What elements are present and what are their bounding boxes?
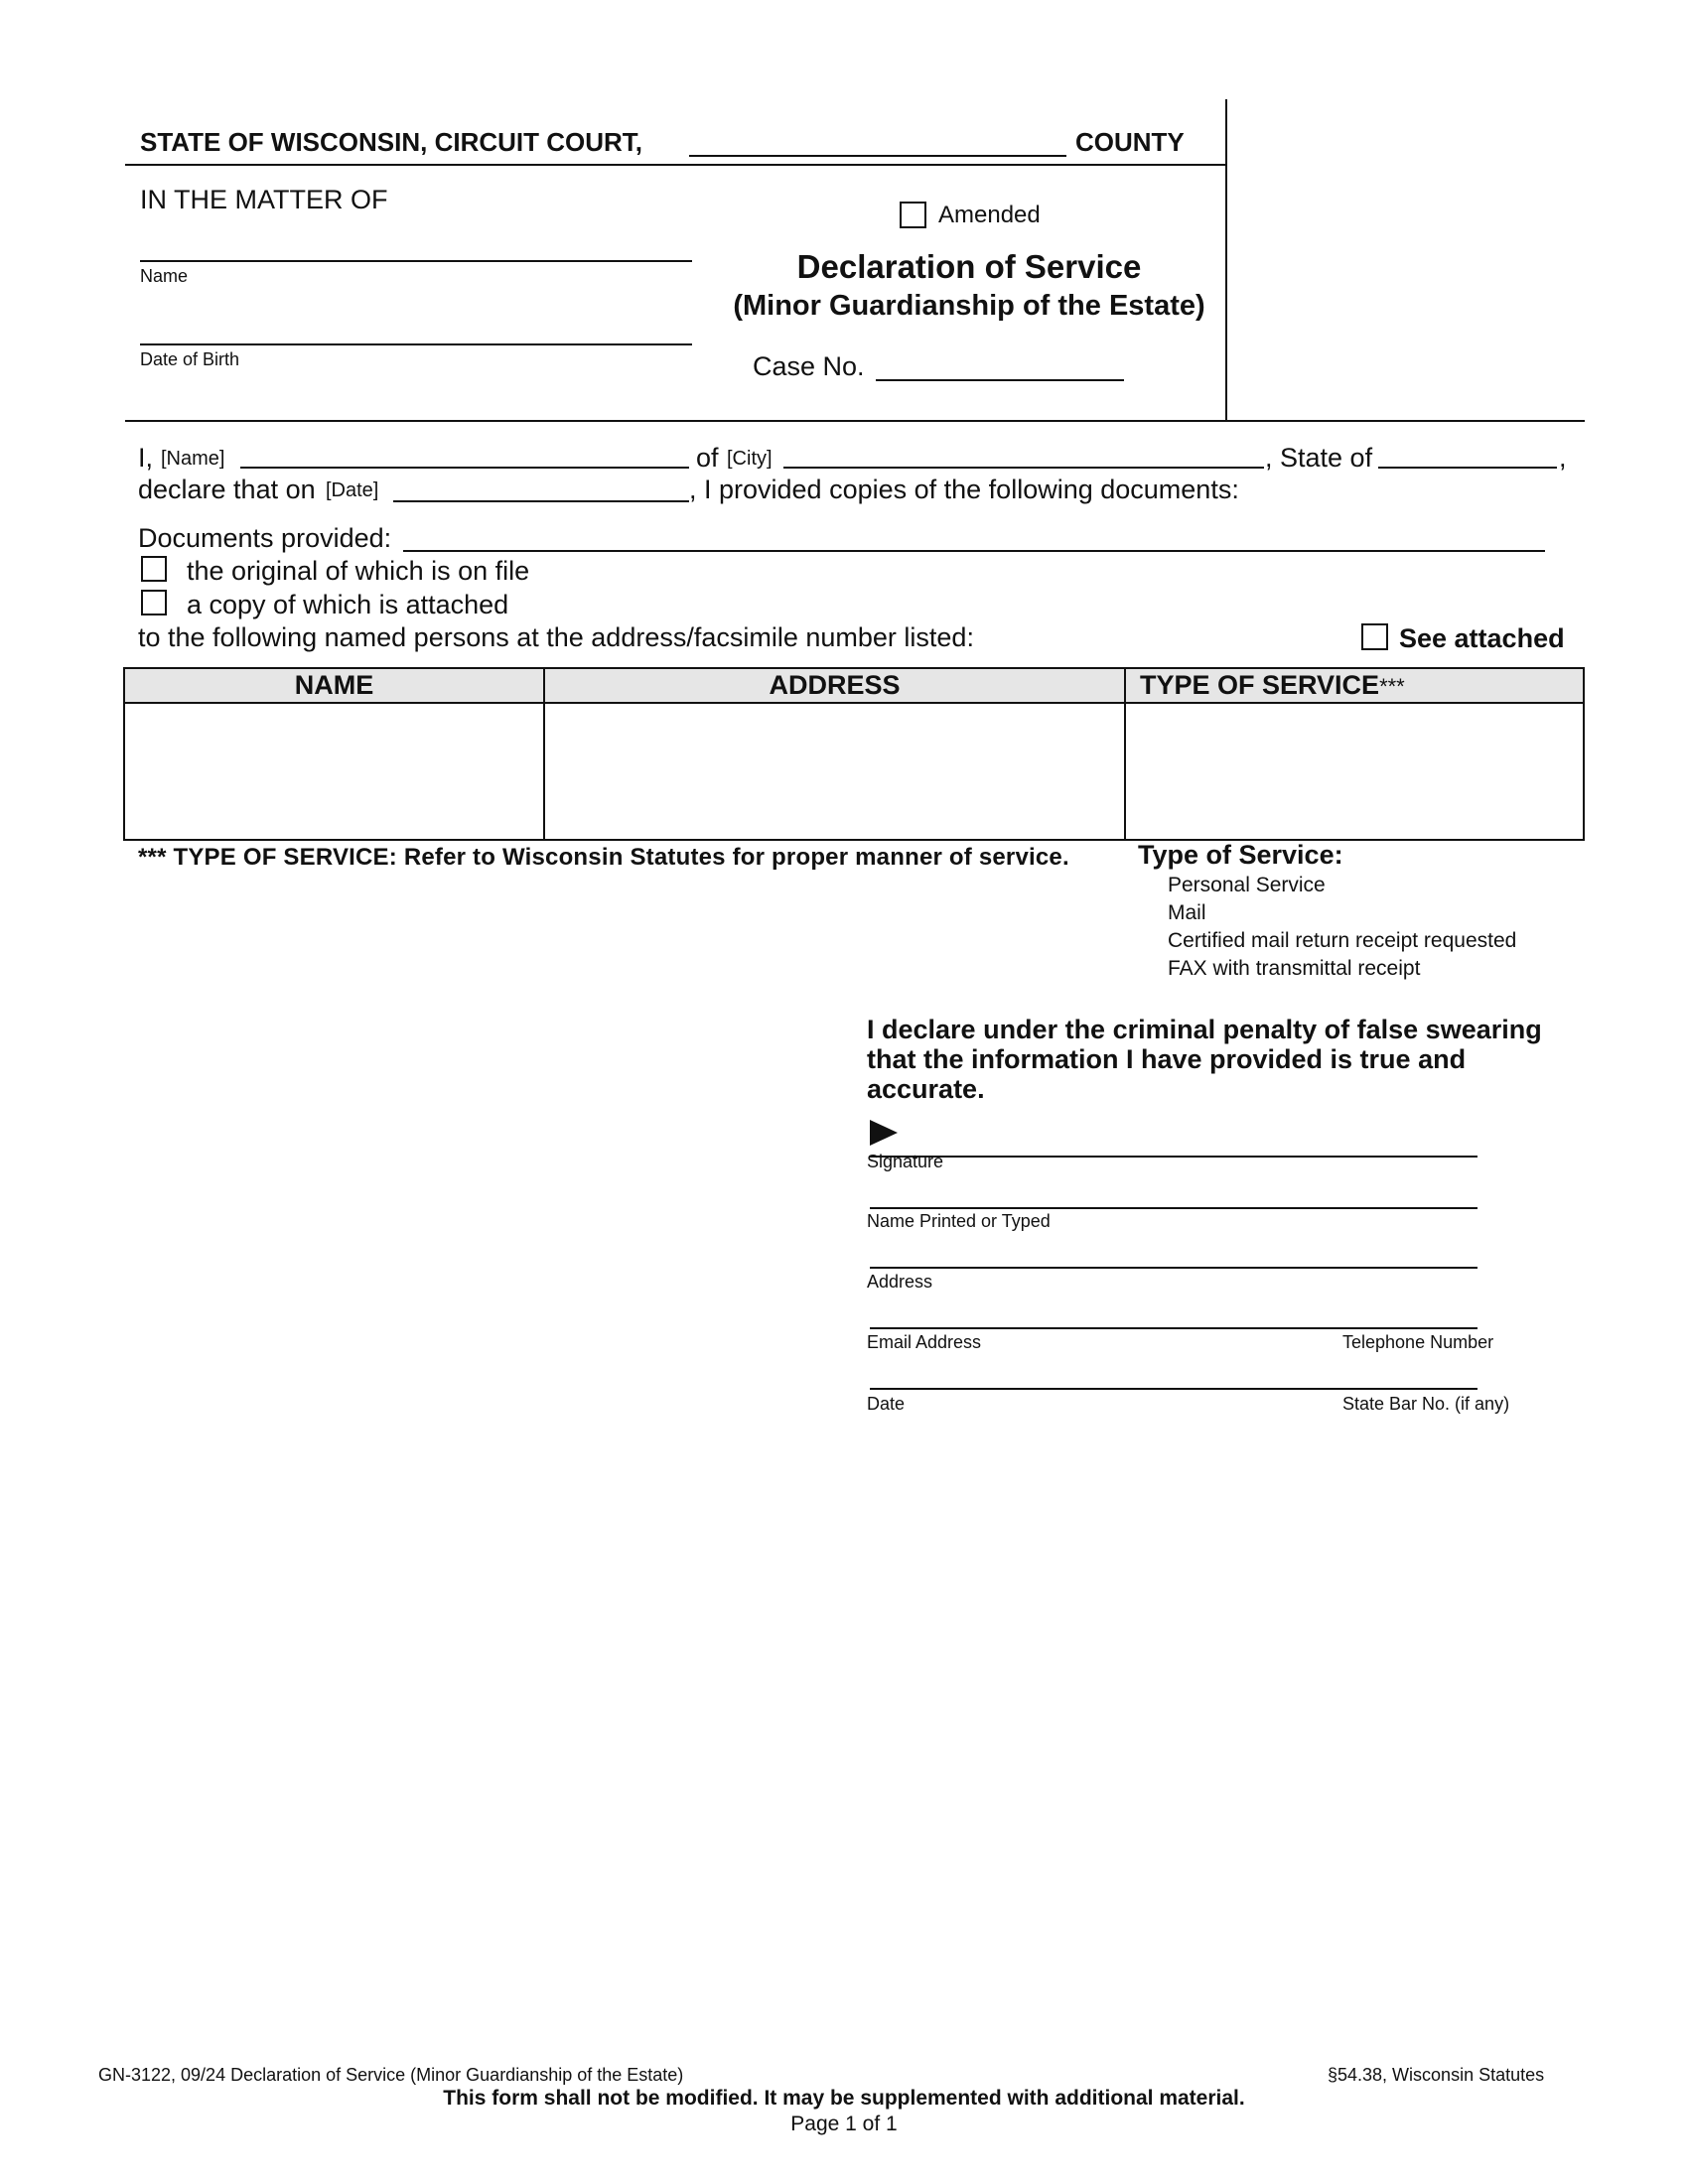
address-field[interactable]	[870, 1239, 1477, 1269]
date-hint: [Date]	[326, 479, 379, 501]
state-field[interactable]	[1378, 441, 1557, 469]
declaration-line-3: accurate.	[867, 1074, 985, 1104]
column-header-type-of-service	[1125, 668, 1584, 703]
service-note: *** TYPE OF SERVICE: Refer to Wisconsin Statutes for proper manner of service.	[138, 844, 1069, 871]
type-of-service-heading: Type of Service:	[1138, 840, 1343, 870]
column-header-name: NAME	[124, 668, 544, 703]
name-hint: [Name]	[161, 448, 225, 470]
table-row	[124, 703, 1584, 840]
declaration-line-2: that the information I have provided is true and	[867, 1044, 1467, 1074]
declaration-statement	[867, 1015, 1542, 1104]
name-cell[interactable]	[124, 703, 544, 840]
name-label: Name	[140, 266, 189, 286]
type-of-service-cell[interactable]	[1125, 703, 1584, 840]
declare-prefix: declare that on	[138, 475, 316, 504]
original-on-file-checkbox[interactable]	[141, 556, 167, 582]
amended-checkbox[interactable]	[900, 202, 926, 228]
copy-attached-checkbox[interactable]	[141, 590, 167, 615]
footer-page-number: Page 1 of 1	[790, 2113, 898, 2135]
state-bar-label: State Bar No. (if any)	[1342, 1394, 1510, 1414]
name-printed-label: Name Printed or Typed	[867, 1211, 1051, 1231]
signature-field[interactable]	[870, 1146, 1477, 1158]
named-persons-text: to the following named persons at the address/facsimile number listed:	[138, 622, 974, 652]
caption-divider-top	[125, 164, 1225, 166]
type-of-service-asterisks: ***	[1379, 674, 1405, 699]
see-attached-label: See attached	[1399, 623, 1565, 653]
declarant-name-field[interactable]	[240, 441, 689, 469]
date-of-birth-label: Date of Birth	[140, 349, 240, 369]
footer-notice: This form shall not be modified. It may be supplemented with additional material.	[443, 2087, 1245, 2110]
i-prefix: I,	[138, 443, 154, 473]
documents-provided-field[interactable]	[403, 520, 1545, 552]
signature-label: Signature	[867, 1152, 944, 1171]
footer-form-id: GN-3122, 09/24 Declaration of Service (Minor Guardianship of the Estate)	[98, 2065, 684, 2085]
court-heading: STATE OF WISCONSIN, CIRCUIT COURT,	[140, 127, 643, 157]
matter-name-field[interactable]	[140, 228, 692, 262]
name-printed-field[interactable]	[870, 1179, 1477, 1209]
declaration-line-1: I declare under the criminal penalty of false swearing	[867, 1015, 1542, 1044]
email-label: Email Address	[867, 1332, 982, 1352]
case-number-field[interactable]	[876, 349, 1124, 381]
caption-divider-bottom	[125, 420, 1585, 422]
address-label: Address	[867, 1272, 933, 1292]
service-date-field[interactable]	[393, 473, 689, 502]
case-number-label: Case No.	[753, 351, 865, 381]
trailing-comma: ,	[1559, 443, 1567, 473]
state-of-label: , State of	[1265, 443, 1373, 473]
address-cell[interactable]	[544, 703, 1125, 840]
county-field[interactable]	[689, 123, 1066, 157]
column-header-address: ADDRESS	[544, 668, 1125, 703]
in-the-matter-of: IN THE MATTER OF	[140, 185, 388, 214]
type-item-fax: FAX with transmittal receipt	[1168, 957, 1421, 980]
type-item-certified-mail: Certified mail return receipt requested	[1168, 929, 1517, 952]
date-of-birth-field[interactable]	[140, 312, 692, 345]
signature-arrow-icon	[870, 1120, 898, 1146]
caption-divider-vertical	[1225, 99, 1227, 420]
telephone-label: Telephone Number	[1342, 1332, 1494, 1352]
date-bar-field[interactable]	[870, 1360, 1477, 1390]
type-item-mail: Mail	[1168, 901, 1206, 924]
documents-provided-label: Documents provided:	[138, 523, 392, 553]
email-telephone-field[interactable]	[870, 1299, 1477, 1329]
type-of-service-list	[1168, 872, 1516, 983]
form-subtitle: (Minor Guardianship of the Estate)	[733, 290, 1205, 322]
type-item-personal: Personal Service	[1168, 874, 1326, 896]
county-label: COUNTY	[1075, 127, 1185, 157]
amended-label: Amended	[938, 202, 1041, 228]
type-of-service-header-text: TYPE OF SERVICE	[1140, 670, 1380, 700]
see-attached-checkbox[interactable]	[1361, 623, 1388, 650]
footer-statute: §54.38, Wisconsin Statutes	[1328, 2065, 1545, 2085]
copy-attached-label: a copy of which is attached	[187, 590, 509, 619]
service-table	[123, 667, 1585, 841]
of-label: of	[696, 443, 719, 473]
date-label: Date	[867, 1394, 906, 1414]
original-on-file-label: the original of which is on file	[187, 556, 530, 586]
provided-copies-text: , I provided copies of the following documents:	[689, 475, 1239, 504]
city-hint: [City]	[727, 448, 773, 470]
city-field[interactable]	[783, 441, 1264, 469]
form-title: Declaration of Service	[796, 248, 1142, 285]
